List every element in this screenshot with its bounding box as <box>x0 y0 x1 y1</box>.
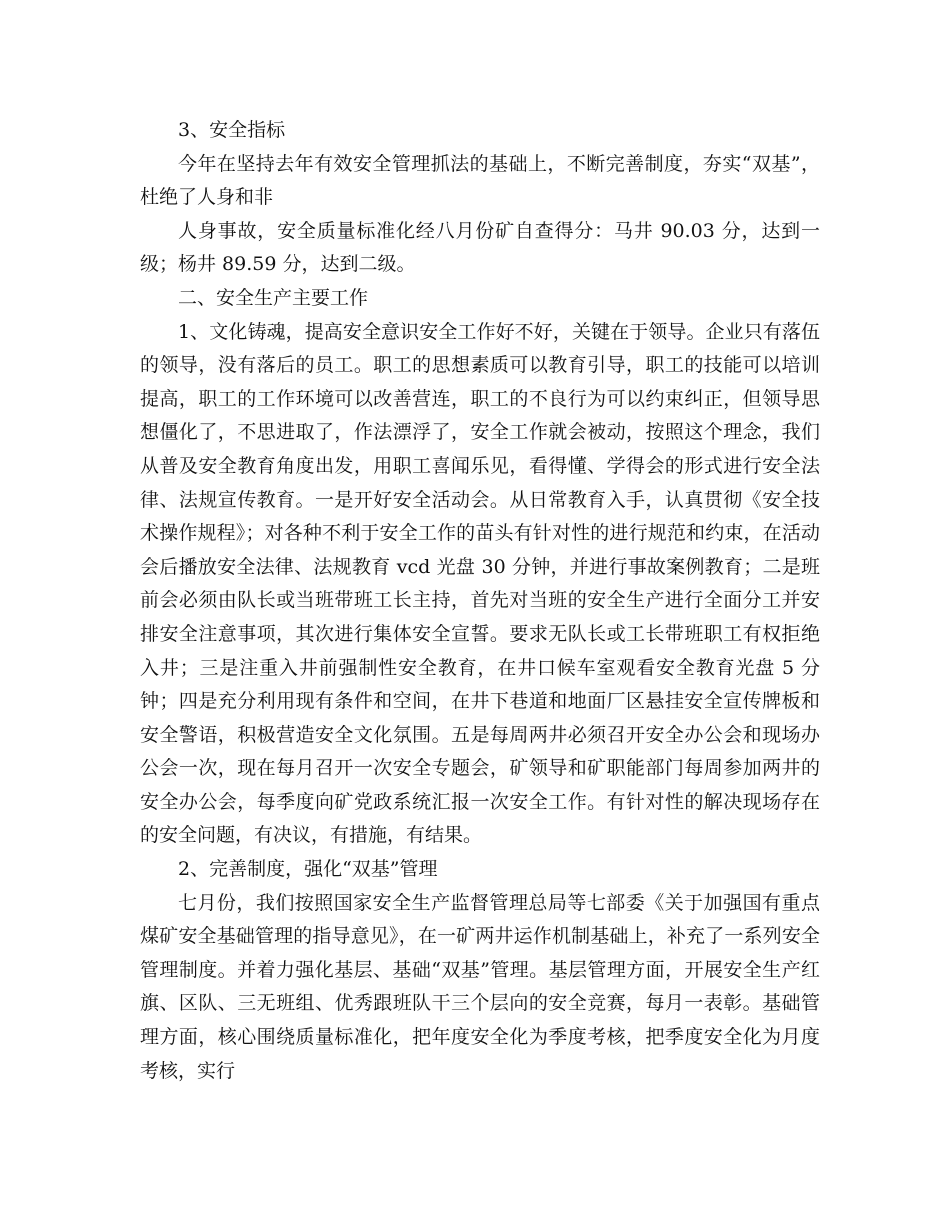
paragraph-safety-culture: 1、文化铸魂，提高安全意识安全工作好不好，关键在于领导。企业只有落伍的领导，没有落后的员工。职工的思想素质可以教育引导，职工的技能可以培训提高，职工的工作环境可以改善营连，职工的不良行为可以约束纠正，但领导思想僵化了，不思进取了，作法漂浮了，安全工作就会被动，按照这个理念，我们从普及安全教育角度出发，用职工喜闻乐见，看得懂、学得会的形式进行安全法律、法规宣传教育。一是开好安全活动会。从日常教育入手，认真贯彻《安全技术操作规程》；对各种不利于安全工作的苗头有针对性的进行规范和约束，在活动会后播放安全法律、法规教育 vcd 光盘 30 分钟，并进行事故案例教育；二是班前会必须由队长或当班带班工长主持，首先对当班的安全生产进行全面分工并安排安全注意事项，其次进行集体安全宣誓。要求无队长或工长带班职工有权拒绝入井；三是注重入井前强制性安全教育，在井口候车室观看安全教育光盘 5 分钟；四是充分利用现有条件和空间，在井下巷道和地面厂区悬挂安全宣传牌板和安全警语，积极营造安全文化氛围。五是每周两井必须召开安全办公会和现场办公会一次，现在每月召开一次安全专题会，矿领导和矿职能部门每周参加两井的安全办公会，每季度向矿党政系统汇报一次安全工作。有针对性的解决现场存在的安全问题，有决议，有措施，有结果。 <box>140 320 820 847</box>
paragraph-dual-foundation-management: 七月份，我们按照国家安全生产监督管理总局等七部委《关于加强国有重点煤矿安全基础管理的指导意见》，在一矿两井运作机制基础上，补充了一系列安全管理制度。并着力强化基层、基础“双基”管理。基层管理方面，开展安全生产红旗、区队、三无班组、优秀跟班队干三个层向的安全竞赛，每月一表彰。基础管理方面，核心围绕质量标准化，把年度安全化为季度考核，把季度安全化为月度考核，实行 <box>140 891 820 1082</box>
section-heading-main-work: 二、安全生产主要工作 <box>178 286 369 309</box>
subheading-improve-system: 2、完善制度，强化“双基”管理 <box>178 858 438 881</box>
paragraph-safety-management: 今年在坚持去年有效安全管理抓法的基础上，不断完善制度，夯实“双基”，杜绝了人身和非 <box>140 152 820 209</box>
paragraph-safety-scores: 人身事故，安全质量标准化经八月份矿自查得分：马井 90.03 分，达到一级；杨井 89.59 分，达到二级。 <box>140 219 820 276</box>
section-heading-safety-indicators: 3、安全指标 <box>178 119 286 141</box>
document-body <box>140 114 820 1088</box>
